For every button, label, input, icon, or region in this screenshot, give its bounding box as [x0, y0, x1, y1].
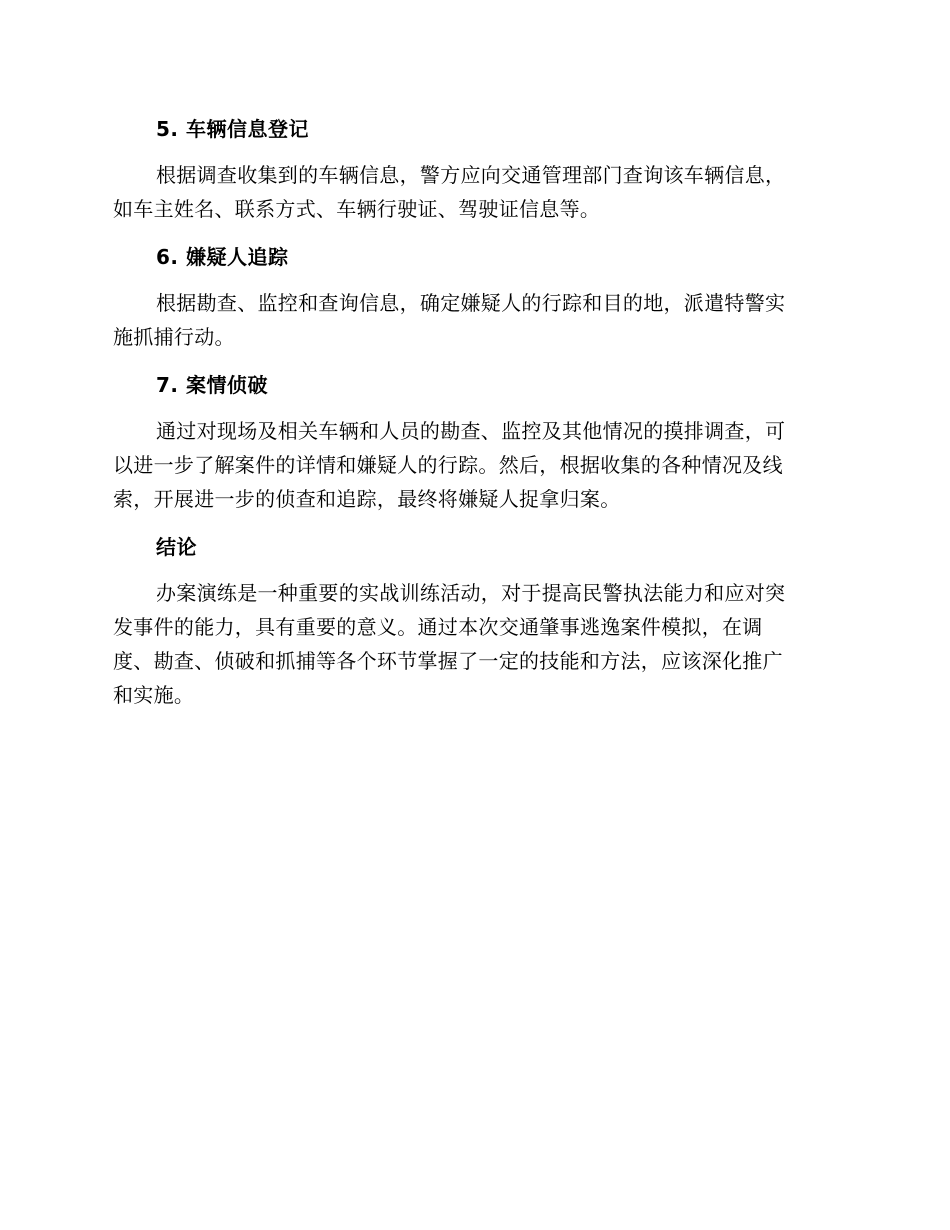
section-conclusion — [113, 530, 829, 712]
section-suspect-tracking — [113, 240, 829, 354]
paragraph-line: 索，开展进一步的侦查和追踪，最终将嫌疑人捉拿归案。 — [113, 487, 621, 511]
section-heading: 结论 — [156, 535, 197, 559]
section-paragraph — [113, 576, 829, 712]
section-heading: 6. 嫌疑人追踪 — [156, 245, 289, 269]
paragraph-line: 如车主姓名、联系方式、车辆行驶证、驾驶证信息等。 — [113, 197, 601, 221]
paragraph-line: 根据勘查、监控和查询信息，确定嫌疑人的行踪和目的地，派遣特警实 — [156, 291, 786, 315]
paragraph-line: 度、勘查、侦破和抓捕等各个环节掌握了一定的技能和方法，应该深化推广 — [113, 649, 783, 673]
paragraph-line: 以进一步了解案件的详情和嫌疑人的行踪。然后，根据收集的各种情况及线 — [113, 453, 783, 477]
paragraph-line: 施抓捕行动。 — [113, 325, 235, 349]
paragraph-line: 和实施。 — [113, 683, 195, 707]
document-content — [113, 112, 829, 726]
section-vehicle-registration — [113, 112, 829, 226]
section-heading: 5. 车辆信息登记 — [156, 117, 309, 141]
paragraph-line: 发事件的能力，具有重要的意义。通过本次交通肇事逃逸案件模拟，在调 — [113, 615, 763, 639]
section-heading: 7. 案情侦破 — [156, 373, 268, 397]
section-paragraph — [113, 286, 829, 354]
paragraph-line: 通过对现场及相关车辆和人员的勘查、监控及其他情况的摸排调查，可 — [156, 419, 786, 443]
section-paragraph — [113, 414, 829, 516]
paragraph-line: 根据调查收集到的车辆信息，警方应向交通管理部门查询该车辆信息， — [156, 163, 786, 187]
paragraph-line: 办案演练是一种重要的实战训练活动，对于提高民警执法能力和应对突 — [156, 581, 786, 605]
section-paragraph — [113, 158, 829, 226]
section-case-solving — [113, 368, 829, 516]
